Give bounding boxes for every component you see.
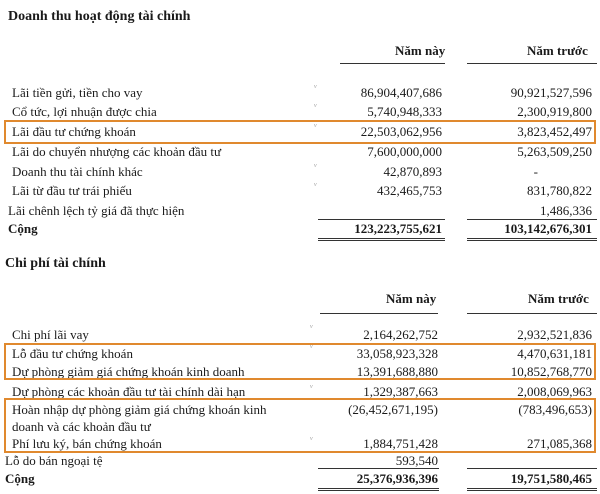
- s2-double-underline-current: [318, 488, 439, 491]
- s2-total-line-current: [318, 468, 439, 469]
- s1-header-underline-current: [340, 63, 445, 64]
- highlight-box-reversal-custody-fees: [4, 398, 596, 453]
- table-row-label: Hoàn nhập dự phòng giảm giá chứng khoán kinh: [12, 402, 267, 417]
- table-row-label: Cổ tức, lợi nhuận được chia: [12, 104, 157, 119]
- table-row-current: 7,600,000,000: [367, 144, 442, 159]
- table-row-current: 2,164,262,752: [363, 327, 438, 342]
- s1-header-underline-previous: [467, 63, 597, 64]
- table-row-label: Lãi chênh lệch tỷ giá đã thực hiện: [8, 203, 185, 218]
- highlight-box-securities-loss-provisions: [4, 343, 596, 380]
- table-row-previous: 5,263,509,250: [517, 144, 592, 159]
- table-row-label: Dự phòng các khoản đầu tư tài chính dài hạn: [12, 384, 246, 399]
- s1-col-current-header: Năm này: [395, 43, 446, 58]
- table-row-current: 86,904,407,686: [360, 85, 442, 100]
- table-row-current: (26,452,671,195): [348, 402, 438, 417]
- table-row-previous: 1,486,336: [540, 203, 592, 218]
- table-row-current: 42,870,893: [383, 164, 442, 179]
- highlight-box-securities-gain: [4, 120, 596, 144]
- table-row-label: Lỗ đầu tư chứng khoán: [12, 346, 133, 361]
- s2-total-previous: 19,751,580,465: [510, 471, 592, 486]
- table-row-current: 1,884,751,428: [363, 436, 438, 451]
- s1-double-underline-previous: [467, 238, 597, 241]
- s2-header-underline-current: [320, 313, 438, 314]
- s2-col-current-header: Năm này: [386, 291, 437, 306]
- table-row-previous: 3,823,452,497: [517, 124, 592, 139]
- s2-total-current: 25,376,936,396: [356, 471, 438, 486]
- table-row-previous: 271,085,368: [527, 436, 592, 451]
- s1-total-line-previous: [467, 219, 597, 220]
- s2-total-line-previous: [467, 468, 597, 469]
- table-row-previous: 10,852,768,770: [510, 364, 592, 379]
- s1-total-line-current: [318, 219, 445, 220]
- table-row-previous: 2,300,919,800: [517, 104, 592, 119]
- table-row-label: Dự phòng giảm giá chứng khoán kinh doanh: [12, 364, 245, 379]
- table-row-previous: (783,496,653): [518, 402, 592, 417]
- table-row-current: 432,465,753: [377, 183, 442, 198]
- s1-double-underline-current: [318, 238, 445, 241]
- table-row-label: Lỗ do bán ngoại tệ: [5, 453, 103, 468]
- table-row-label-continued: doanh và các khoản đầu tư: [12, 419, 151, 434]
- table-row-previous: 831,780,822: [527, 183, 592, 198]
- table-row-current: 33,058,923,328: [356, 346, 438, 361]
- table-row-current: 593,540: [395, 453, 438, 468]
- s1-total-previous: 103,142,676,301: [504, 221, 592, 236]
- table-row-current: 22,503,062,956: [360, 124, 442, 139]
- table-row-previous: -: [533, 164, 538, 179]
- table-row-label: Doanh thu tài chính khác: [12, 164, 143, 179]
- table-row-label: Lãi đầu tư chứng khoán: [12, 124, 136, 139]
- s2-total-label: Cộng: [5, 471, 35, 486]
- s2-col-previous-header: Năm trước: [528, 291, 589, 306]
- table-row-label: Phí lưu ký, bán chứng khoán: [12, 436, 162, 451]
- table-row-label: Lãi từ đầu tư trái phiếu: [12, 183, 132, 198]
- table-row-current: 13,391,688,880: [356, 364, 438, 379]
- table-row-previous: 2,008,069,963: [517, 384, 592, 399]
- table-row-previous: 4,470,631,181: [517, 346, 592, 361]
- table-row-current: 5,740,948,333: [367, 104, 442, 119]
- s1-total-label: Cộng: [8, 221, 38, 236]
- section2-title: Chi phí tài chính: [5, 256, 106, 271]
- s2-double-underline-previous: [467, 488, 597, 491]
- table-row-label: Chi phí lãi vay: [12, 327, 89, 342]
- s1-total-current: 123,223,755,621: [354, 221, 442, 236]
- section1-title: Doanh thu hoạt động tài chính: [8, 9, 191, 24]
- table-row-previous: 90,921,527,596: [510, 85, 592, 100]
- s1-col-previous-header: Năm trước: [527, 43, 588, 58]
- table-row-label: Lãi do chuyển nhượng các khoản đầu tư: [12, 144, 222, 159]
- s2-header-underline-previous: [467, 313, 597, 314]
- table-row-label: Lãi tiền gửi, tiền cho vay: [12, 85, 143, 100]
- table-row-current: 1,329,387,663: [363, 384, 438, 399]
- table-row-previous: 2,932,521,836: [517, 327, 592, 342]
